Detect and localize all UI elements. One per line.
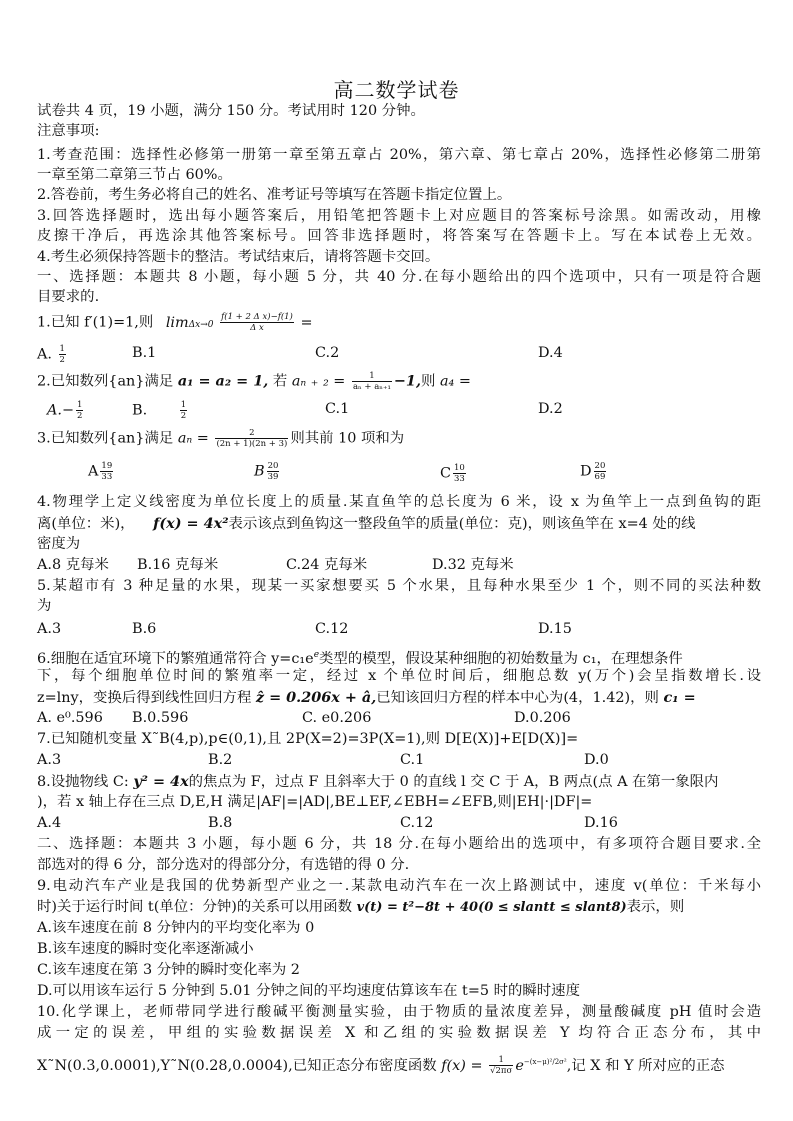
q5-option-d: D.15 <box>538 621 572 637</box>
question-4-line-1: 4.物理学上定义线密度为单位长度上的质量.某直鱼竿的总长度为 6 米，设 x 为鱼竿上一点到鱼钩的距 <box>37 494 761 510</box>
q4-option-c: C.24 克每米 <box>286 557 368 573</box>
q1-limit <box>165 312 313 333</box>
notice-1b: 一章至第二章第三节占 60%。 <box>37 167 232 183</box>
q8-a-pre: 8.设抛物线 C: <box>37 774 129 790</box>
q2-ask: a₄ = <box>439 373 471 390</box>
notice-3b: 皮擦干净后，再选涂其他答案标号。回答非选择题时，将答案写在答题卡上。写在本试卷上无效。 <box>37 228 761 244</box>
q3-den: (2n + 1)(2n + 3) <box>216 439 288 449</box>
q7-option-a: A.3 <box>37 752 62 768</box>
notice-1a: 1.考查范围：选择性必修第一册第一章至第五章占 20%，第六章、第七章占 20%，选择性必修第二册第 <box>37 147 761 163</box>
q9-b-post: 表示，则 <box>626 899 685 915</box>
q9-option-d: D.可以用该车运行 5 分钟到 5.01 分钟之间的平均速度估算该车在 t=5 时的瞬时速度 <box>37 983 580 999</box>
notice-4: 4.考生必须保持答题卡的整洁。考试结束后，请将答题卡交回。 <box>37 249 440 265</box>
q10-den: √2πσ <box>490 1066 513 1077</box>
question-5-line-1: 5.某超市有 3 种足量的水果，现某一买家想要买 5 个水果，且每种水果至少 1 个，则不同的买法种数 <box>37 578 761 594</box>
q1-fraction <box>220 312 294 333</box>
q2-den: aₙ + aₙ₊₁ <box>352 382 391 392</box>
q7-option-d: D.0 <box>584 752 609 768</box>
q5-option-a: A.3 <box>37 621 62 637</box>
exam-info: 试卷共 4 页，19 小题，满分 150 分。考试用时 120 分钟。 <box>37 103 425 119</box>
q3-prefix: 3.已知数列{an}满足 <box>37 430 174 447</box>
q2-mid: 若 <box>272 373 288 390</box>
section1-heading-a: 一、选择题：本题共 8 小题，每小题 5 分，共 40 分.在每小题给出的四个选项中，只有一项是符合题 <box>37 269 761 285</box>
q2-fraction <box>352 371 392 392</box>
q3-opt-c-frac <box>453 463 466 484</box>
q10-fraction <box>489 1055 513 1076</box>
q3-opt-b-num: 20 <box>267 461 279 471</box>
q2-eq1: a₁ = a₂ = 1, <box>177 372 269 390</box>
q1-option-c: C.2 <box>315 345 340 361</box>
q1-opt-a-label: A. <box>37 346 52 363</box>
q4-b-post: 表示该点到鱼钩这一整段鱼竿的质量(单位：克)，则该鱼竿在 x=4 处的线 <box>228 516 696 532</box>
q1-opt-a-den: 2 <box>59 355 65 365</box>
q3-opt-d-num: 20 <box>594 461 606 471</box>
q10-fx: f(x) = <box>441 1057 483 1074</box>
q10-exponent: −(x−μ)²/2σ² <box>523 1058 567 1066</box>
q8-option-b: B.8 <box>208 815 233 831</box>
question-6-line-3 <box>37 688 761 708</box>
q2-opt-b-num: 1 <box>180 400 187 410</box>
q3-opt-d-den: 69 <box>594 472 606 482</box>
q1-opt-a-frac <box>59 344 66 365</box>
q8-option-d: D.16 <box>584 815 618 831</box>
q3-suffix: 则其前 10 项和为 <box>290 430 405 447</box>
q3-option-d <box>580 461 608 482</box>
q9-option-b: B.该车速度的瞬时变化率逐渐减小 <box>37 941 254 957</box>
q2-option-a <box>47 400 85 421</box>
q6-ask: c₁ = <box>663 689 696 706</box>
q2-opt-b-frac <box>180 400 187 421</box>
q4-formula: f(x) = 4x² <box>153 515 229 532</box>
q3-opt-a-frac <box>100 461 113 482</box>
q2-opt-b-label: B. <box>132 402 148 419</box>
q8-a-post: 的焦点为 F，过点 F 且斜率大于 0 的直线 l 交 C 于 A，B 两点(点 A 在第一象限内 <box>188 774 719 790</box>
notice-2: 2.答卷前，考生务必将自己的姓名、准考证号等填写在答题卡指定位置上。 <box>37 187 512 203</box>
notice-3a: 3.回答选择题时，选出每小题答案后，用铅笔把答题卡上对应题目的答案标号涂黑。如需改动，用橡 <box>37 208 761 224</box>
section2-heading-b: 部选对的得 6 分，部分选对的得部分分，有选错的得 0 分. <box>37 857 410 873</box>
question-10-line-1: 10.化学课上，老师带同学进行酸碱平衡测量实验，由于物质的量浓度差异，测量酸碱度 pH 值时会造 <box>37 1004 761 1020</box>
q3-fraction <box>215 428 288 449</box>
q2-option-c: C.1 <box>325 401 350 417</box>
q8-formula: y² = 4x <box>133 773 189 790</box>
q4-option-b: B.16 克每米 <box>137 557 219 573</box>
q3-opt-c-num: 10 <box>454 463 465 473</box>
q1-frac-den: Δ x <box>250 323 264 333</box>
q7-option-c: C.1 <box>400 752 425 768</box>
question-2 <box>37 371 761 392</box>
q3-eq: aₙ = <box>177 430 209 447</box>
question-4-line-2 <box>37 514 761 534</box>
question-9-line-1: 9.电动汽车产业是我国的优势新型产业之一.某款电动汽车在一次上路测试中，速度 v(单位：千米每小 <box>37 878 761 894</box>
q4-option-d: D.32 克每米 <box>432 557 514 573</box>
q2-opt-a-den: 2 <box>77 411 83 421</box>
q6-a-pre: 6.细胞在适宜环境下的繁殖通常符合 y=c₁e <box>37 650 314 667</box>
q6-c-post: 已知该回归方程的样本中心为(4，1.42)，则 <box>376 690 659 706</box>
question-9-line-2 <box>37 898 761 917</box>
q1-lim-sub: Δx→0 <box>188 319 214 330</box>
q2-opt-b-den: 2 <box>180 411 187 421</box>
q2-option-d: D.2 <box>538 401 563 417</box>
q3-opt-b-den: 39 <box>267 472 279 482</box>
q3-opt-d-label: D <box>580 463 592 480</box>
q1-opt-a-num: 1 <box>59 344 65 354</box>
q5-option-c: C.12 <box>315 621 349 637</box>
q2-opt-a-num: 1 <box>77 400 83 410</box>
q9-b-pre: 时)关于运行时间 t(单位：分钟)的关系可以用函数 <box>37 899 353 915</box>
q3-opt-d-frac <box>594 461 607 482</box>
q1-lim: lim <box>165 314 189 331</box>
q3-opt-a-num: 19 <box>101 461 113 471</box>
q1-frac-num: f(1 + 2 Δ x)−f(1) <box>221 312 293 322</box>
q9-formula: v(t) = t²−8t + 40(0 ≤ slantt ≤ slant8) <box>356 900 627 915</box>
q10-c-post: ,记 X 和 Y 所对应的正态 <box>566 1057 725 1074</box>
q1-prefix: 1.已知 f′(1)=1,则 <box>37 314 154 331</box>
q2-prefix: 2.已知数列{an}满足 <box>37 373 174 390</box>
q3-opt-a-label: A <box>88 463 99 480</box>
q10-c-pre: X˜N(0.3,0.0001),Y˜N(0.28,0.0004),已知正态分布密度函数 <box>37 1057 437 1074</box>
q7-option-b: B.2 <box>208 752 233 768</box>
q8-option-a: A.4 <box>37 815 62 831</box>
q5-option-b: B.6 <box>132 621 157 637</box>
q3-opt-b-frac <box>267 461 280 482</box>
q6-a-post: 类型的模型，假设某种细胞的初始数量为 c₁，在理想条件 <box>319 650 683 667</box>
q9-option-a: A.该车速度在前 8 分钟内的平均变化率为 0 <box>37 920 315 936</box>
q10-e: e <box>515 1057 524 1074</box>
question-5-line-2: 为 <box>37 598 52 614</box>
q6-exponent: e <box>313 650 320 660</box>
q2-then: 则 <box>420 373 436 390</box>
question-6-line-2: 下，每个细胞单位时间的繁殖率一定，经过 x 个单位时间后，细胞总数 y(万个)会呈指数增长.设 <box>37 668 761 684</box>
q4-b-pre: 离(单位：米)， <box>37 516 135 532</box>
page-title: 高二数学试卷 <box>333 78 460 102</box>
q3-num: 2 <box>215 428 288 439</box>
q1-option-a <box>37 344 68 365</box>
q3-opt-b-label: B <box>254 463 265 480</box>
q6-option-c: C. e0.206 <box>302 710 372 726</box>
question-1 <box>37 312 761 335</box>
q4-option-a: A.8 克每米 <box>37 557 109 573</box>
q3-option-a <box>88 461 115 482</box>
q6-option-b: B.0.596 <box>132 710 189 726</box>
q2-option-b <box>132 400 189 421</box>
q6-regression: ẑ = 0.206x + â, <box>255 689 377 706</box>
question-8-line-2: )，若 x 轴上存在三点 D,E,H 满足|AF|=|AD|,BE⊥EF,∠EBH=∠EFB,则|EH|·|DF|= <box>37 794 593 810</box>
question-10-line-3 <box>37 1053 761 1076</box>
question-3 <box>37 428 761 449</box>
question-10-line-2: 成一定的误差，甲组的实验数据误差 X 和乙组的实验数据误差 Y 均符合正态分布，其中 <box>37 1025 761 1041</box>
q2-tail: −1, <box>393 372 421 390</box>
q10-num: 1 <box>489 1055 513 1066</box>
q6-option-a: A. e⁰.596 <box>37 710 103 726</box>
q1-option-b: B.1 <box>132 345 157 361</box>
notice-heading: 注意事项: <box>37 123 100 139</box>
question-8-line-1 <box>37 772 761 792</box>
q1-option-d: D.4 <box>538 345 563 361</box>
q3-opt-c-den: 33 <box>454 474 465 484</box>
q6-option-d: D.0.206 <box>514 710 571 726</box>
q8-option-c: C.12 <box>400 815 434 831</box>
q3-opt-a-den: 33 <box>101 472 113 482</box>
q3-opt-c-label: C <box>440 465 452 482</box>
q2-eq2: aₙ ₊ ₂ = <box>291 373 346 390</box>
section1-heading-b: 目要求的. <box>37 289 100 305</box>
section2-heading-a: 二、选择题：本题共 3 小题，每小题 6 分，共 18 分.在每小题给出的选项中，有多项符合题目要求.全 <box>37 836 761 852</box>
q6-c-pre: z=lny，变换后得到线性回归方程 <box>37 690 252 706</box>
q1-equals: = <box>300 314 313 331</box>
q2-num: 1 <box>352 371 392 382</box>
question-4-line-3: 密度为 <box>37 536 81 552</box>
q2-opt-a-frac <box>76 400 83 421</box>
question-6-line-1 <box>37 646 761 669</box>
question-7: 7.已知随机变量 X˜B(4,p),p∈(0,1),且 2P(X=2)=3P(X=1),则 D[E(X)]+E[D(X)]= <box>37 731 579 747</box>
q9-option-c: C.该车速度在第 3 分钟的瞬时变化率为 2 <box>37 962 300 978</box>
q3-option-c <box>440 463 468 484</box>
q3-option-b <box>254 461 281 482</box>
q2-opt-a-label: A.− <box>47 402 75 419</box>
